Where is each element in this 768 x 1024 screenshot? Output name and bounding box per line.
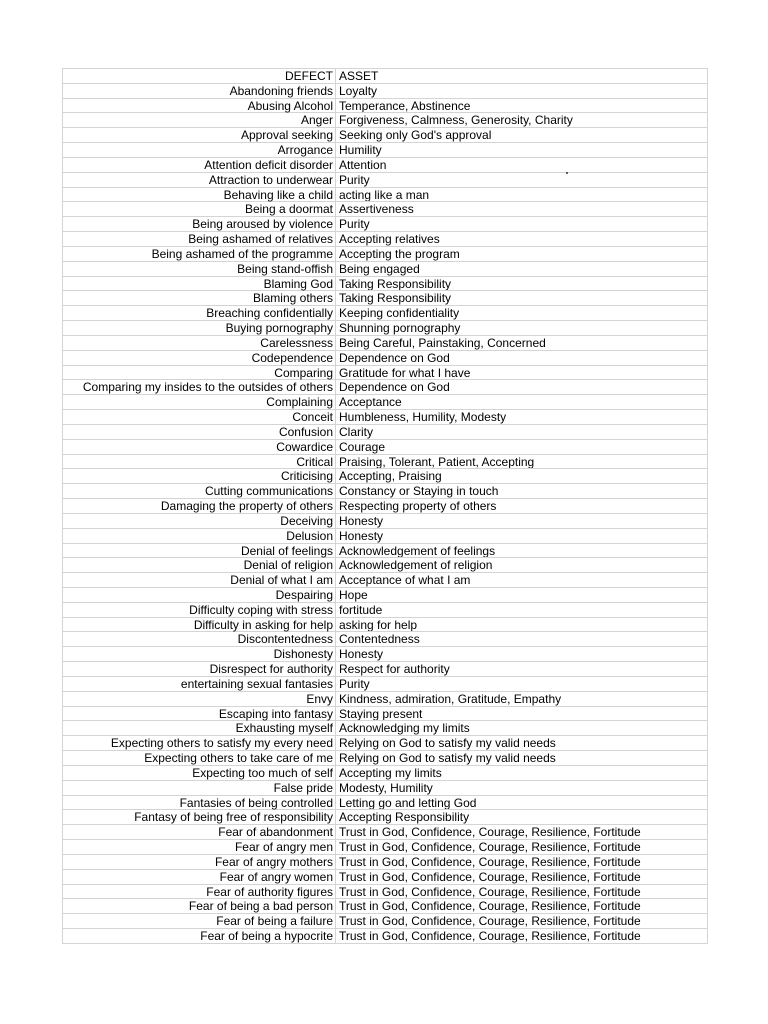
table-row [63,825,707,840]
table-row [63,662,707,677]
table-row [63,632,707,647]
cell-asset: fortitude [339,602,383,617]
cell-asset: Relying on God to satisfy my valid needs [339,736,556,751]
cell-asset: Attention [339,157,387,172]
table-row [63,306,707,321]
table-row [63,647,707,662]
cell-asset: Shunning pornography [339,321,461,335]
cell-defect: Being aroused by violence [63,217,336,231]
cell-defect: Fantasy of being free of responsibility [63,810,336,824]
cell-defect: entertaining sexual fantasies [63,677,336,691]
cell-defect: Discontentedness [63,632,336,646]
table-row [63,321,707,336]
cell-defect: Fear of angry women [63,870,336,884]
table-row [63,351,707,366]
table-row [63,380,707,395]
table-row [63,899,707,914]
cell-asset: Forgiveness, Calmness, Generosity, Charity [339,113,573,128]
table-row [63,855,707,870]
table-row [63,810,707,825]
table-row [63,840,707,855]
table-row [63,469,707,484]
table-row [63,188,707,203]
table-row [63,291,707,306]
cell-asset: Dependence on God [339,380,450,395]
cell-defect: Expecting too much of self [63,766,336,780]
cell-asset: Trust in God, Confidence, Courage, Resilience, Fortitude [339,929,641,943]
table-row [63,781,707,796]
cell-asset: Humility [339,143,382,157]
table-row [63,929,707,944]
cell-asset: Accepting the program [339,246,460,261]
cell-asset: Assertiveness [339,202,414,217]
column-header-defect: DEFECT [63,69,336,83]
cell-defect: Expecting others to satisfy my every need [63,736,336,750]
cell-defect: Being ashamed of the programme [63,247,336,261]
cell-defect: Difficulty coping with stress [63,603,336,617]
cell-asset: Purity [339,676,370,691]
table-row [63,751,707,766]
cell-asset: Loyalty [339,83,378,98]
cell-asset: Being engaged [339,261,420,276]
cell-asset: Respecting property of others [339,499,497,513]
cell-asset: Respect for authority [339,662,450,676]
cell-asset: Staying present [339,706,423,721]
cell-defect: Cowardice [63,440,336,454]
cell-asset: Relying on God to satisfy my valid needs [339,751,556,765]
cell-asset: Acceptance [339,395,402,410]
cell-defect: Fear of being a failure [63,914,336,928]
cell-asset: Temperance, Abstinence [339,98,471,113]
cell-asset: acting like a man [339,187,430,202]
cell-asset: Purity [339,217,370,232]
cell-defect: Denial of feelings [63,544,336,558]
defects-assets-table [62,68,708,944]
cell-asset: Gratitude for what I have [339,365,471,380]
cell-asset: Acknowledgement of feelings [339,543,496,558]
cell-defect: Abandoning friends [63,84,336,98]
column-header-asset: ASSET [339,69,379,83]
cell-defect: Fear of authority figures [63,885,336,899]
cell-defect: Attraction to underwear [63,173,336,187]
cell-defect: Fear of abandonment [63,825,336,839]
table-row [63,603,707,618]
cell-asset: Contentedness [339,632,420,647]
table-row [63,885,707,900]
table-row [63,128,707,143]
cell-asset: Trust in God, Confidence, Courage, Resilience, Fortitude [339,899,641,914]
cell-defect: Fear of angry mothers [63,855,336,869]
cell-asset: Trust in God, Confidence, Courage, Resilience, Fortitude [339,869,641,884]
cell-defect: Being a doormat [63,202,336,216]
table-row [63,232,707,247]
cell-defect: Exhausting myself [63,721,336,735]
table-row [63,247,707,262]
cell-defect: Despairing [63,588,336,602]
cell-defect: Criticising [63,469,336,483]
table-row [63,588,707,603]
cell-defect: Escaping into fantasy [63,707,336,721]
cell-defect: Expecting others to take care of me [63,751,336,765]
cell-asset: Trust in God, Confidence, Courage, Resilience, Fortitude [339,854,641,869]
table-row [63,529,707,544]
cell-asset: Courage [339,439,386,454]
table-row [63,143,707,158]
table-row [63,440,707,455]
cell-asset: Trust in God, Confidence, Courage, Resilience, Fortitude [339,914,641,929]
cell-asset: Purity [339,172,370,187]
cell-defect: Attention deficit disorder [63,158,336,172]
cell-defect: Carelessness [63,336,336,350]
cell-defect: Damaging the property of others [63,499,336,513]
table-row [63,395,707,410]
table-row [63,677,707,692]
cell-asset: Accepting my limits [339,765,442,780]
cell-defect: Complaining [63,395,336,409]
table-row [63,558,707,573]
cell-asset: Letting go and letting God [339,795,477,810]
table-row [63,796,707,811]
table-row [63,99,707,114]
table-row [63,158,707,173]
table-row [63,202,707,217]
cell-defect: Envy [63,692,336,706]
table-row [63,499,707,514]
table-row [63,217,707,232]
cell-defect: Fear of being a bad person [63,899,336,913]
table-row [63,544,707,559]
cell-defect: Cutting communications [63,484,336,498]
stray-mark [566,172,568,174]
cell-defect: Blaming God [63,277,336,291]
cell-defect: Being ashamed of relatives [63,232,336,246]
cell-defect: Delusion [63,529,336,543]
table-row [63,914,707,929]
cell-defect: Fear of being a hypocrite [63,929,336,943]
table-row [63,618,707,633]
cell-defect: Being stand-offish [63,262,336,276]
table-row [63,336,707,351]
cell-defect: Fear of angry men [63,840,336,854]
cell-asset: Keeping confidentiality [339,306,460,321]
cell-asset: Praising, Tolerant, Patient, Accepting [339,454,535,469]
cell-asset: Taking Responsibility [339,276,452,291]
cell-asset: Acknowledgement of religion [339,558,493,573]
table-row [63,766,707,781]
table-row [63,173,707,188]
cell-asset: Hope [339,587,368,602]
cell-defect: Comparing my insides to the outsides of others [63,380,336,394]
cell-defect: Dishonesty [63,647,336,661]
cell-defect: Critical [63,455,336,469]
cell-defect: Abusing Alcohol [63,99,336,113]
table-row [63,692,707,707]
cell-asset: Modesty, Humility [339,780,433,795]
cell-defect: Codependence [63,351,336,365]
table-row [63,707,707,722]
cell-asset: Trust in God, Confidence, Courage, Resilience, Fortitude [339,825,641,840]
table-row [63,455,707,470]
cell-asset: Trust in God, Confidence, Courage, Resilience, Fortitude [339,884,641,899]
cell-asset: Taking Responsibility [339,291,452,306]
table-row [63,573,707,588]
table-row [63,484,707,499]
cell-asset: Acceptance of what I am [339,573,471,587]
cell-defect: Blaming others [63,291,336,305]
cell-asset: Constancy or Staying in touch [339,484,499,499]
cell-asset: Accepting relatives [339,232,440,246]
cell-defect: Conceit [63,410,336,424]
table-row [63,736,707,751]
cell-asset: Seeking only God's approval [339,128,492,143]
cell-asset: Accepting Responsibility [339,810,470,825]
table-header-row [63,69,707,84]
table-row [63,721,707,736]
cell-defect: Denial of religion [63,558,336,572]
cell-defect: Buying pornography [63,321,336,335]
cell-asset: Being Careful, Painstaking, Concerned [339,335,546,350]
table-row [63,870,707,885]
table-row [63,84,707,99]
table-row [63,262,707,277]
cell-asset: Trust in God, Confidence, Courage, Resilience, Fortitude [339,840,641,854]
cell-defect: False pride [63,781,336,795]
cell-defect: Arrogance [63,143,336,157]
cell-defect: Confusion [63,425,336,439]
cell-defect: Approval seeking [63,128,336,142]
cell-asset: Honesty [339,647,384,662]
cell-asset: Clarity [339,424,374,439]
table-row [63,277,707,292]
table-row [63,113,707,128]
cell-defect: Anger [63,113,336,127]
cell-defect: Breaching confidentially [63,306,336,320]
cell-asset: Humbleness, Humility, Modesty [339,410,507,424]
cell-defect: Behaving like a child [63,188,336,202]
cell-asset: asking for help [339,617,418,632]
cell-asset: Dependence on God [339,350,450,365]
cell-defect: Difficulty in asking for help [63,618,336,632]
table-body [63,84,707,944]
table-row [63,366,707,381]
table-row [63,410,707,425]
cell-asset: Kindness, admiration, Gratitude, Empathy [339,691,562,706]
table-row [63,514,707,529]
cell-asset: Accepting, Praising [339,469,442,484]
cell-defect: Fantasies of being controlled [63,796,336,810]
cell-asset: Acknowledging my limits [339,721,470,736]
table-row [63,425,707,440]
cell-asset: Honesty [339,528,384,543]
cell-defect: Denial of what I am [63,573,336,587]
cell-asset: Honesty [339,513,384,528]
cell-defect: Comparing [63,366,336,380]
cell-defect: Disrespect for authority [63,662,336,676]
cell-defect: Deceiving [63,514,336,528]
